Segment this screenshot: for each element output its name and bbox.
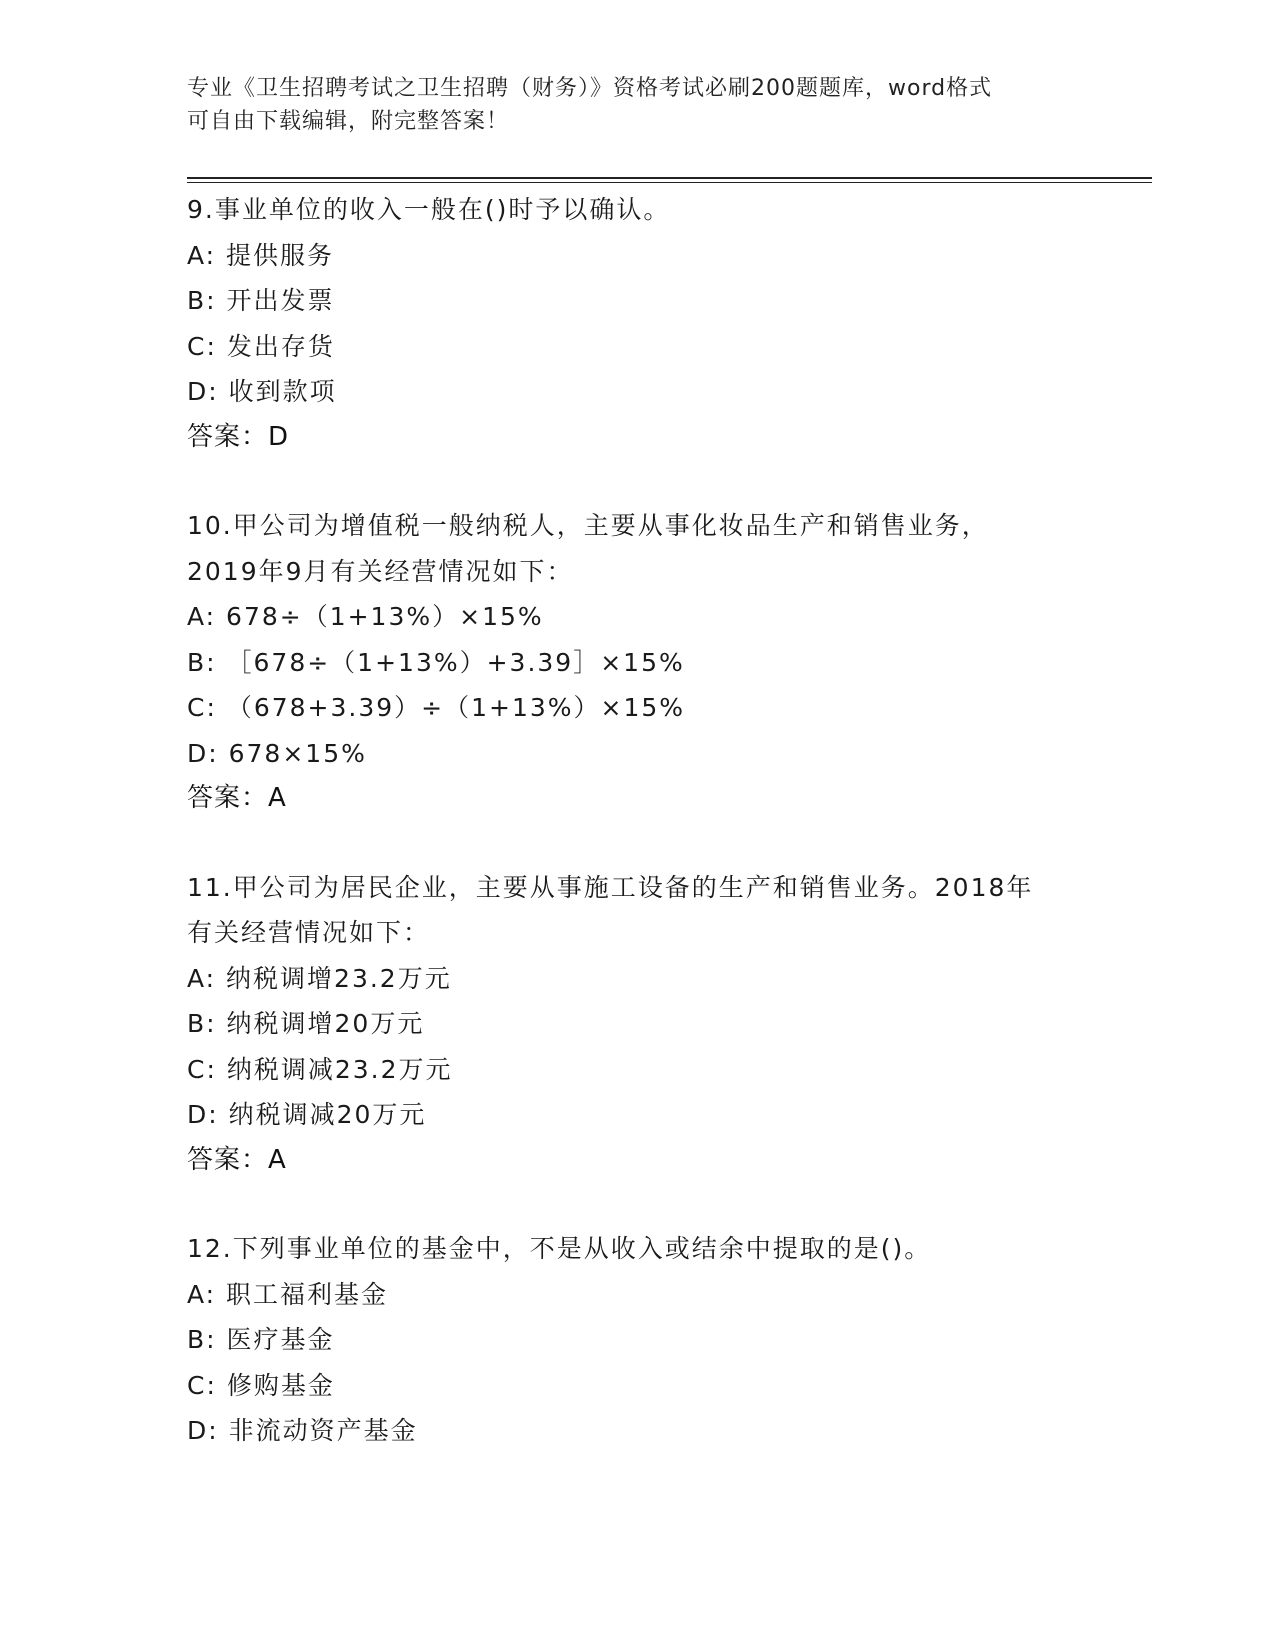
answer-label: 答案：A <box>187 783 287 813</box>
option-b: B: 医疗基金 <box>187 1325 335 1354</box>
question-12 <box>187 1226 1127 1454</box>
answer-label: 答案：D <box>187 421 290 452</box>
question-11 <box>187 865 1127 1184</box>
header-divider-thin <box>187 182 1152 183</box>
option-c: C: 纳税调减23.2万元 <box>187 1054 453 1084</box>
option-d: D: 非流动资产基金 <box>187 1416 418 1445</box>
option-d: D: 678×15% <box>187 738 367 768</box>
question-stem: 11.甲公司为居民企业，主要从事施工设备的生产和销售业务。2018年 <box>187 872 1034 902</box>
option-a: A: 纳税调增23.2万元 <box>187 963 452 993</box>
question-list <box>187 187 1127 1497</box>
option-c: C: （678+3.39）÷（1+13%）×15% <box>187 693 686 722</box>
option-d: D: 纳税调减20万元 <box>187 1100 427 1129</box>
option-a: A: 678÷（1+13%）×15% <box>187 602 544 631</box>
question-stem: 12.下列事业单位的基金中，不是从收入或结余中提取的是()。 <box>187 1234 932 1263</box>
question-10 <box>187 503 1127 822</box>
question-stem: 10.甲公司为增值税一般纳税人，主要从事化妆品生产和销售业务， <box>187 511 989 540</box>
question-9 <box>187 187 1127 460</box>
option-d: D: 收到款项 <box>187 377 337 406</box>
question-stem-continued: 有关经营情况如下： <box>187 918 431 947</box>
header-line-1: 专业《卫生招聘考试之卫生招聘（财务）》资格考试必刷200题题库，word格式 <box>187 76 993 101</box>
option-c: C: 发出存货 <box>187 331 335 361</box>
header-divider-thick <box>187 177 1152 179</box>
option-b: B: 纳税调增20万元 <box>187 1009 425 1038</box>
question-stem-continued: 2019年9月有关经营情况如下： <box>187 556 574 586</box>
header-line-2: 可自由下载编辑，附完整答案！ <box>187 109 510 134</box>
option-c: C: 修购基金 <box>187 1370 335 1400</box>
option-a: A: 提供服务 <box>187 240 335 270</box>
option-a: A: 职工福利基金 <box>187 1279 389 1309</box>
question-stem: 9.事业单位的收入一般在()时予以确认。 <box>187 195 671 224</box>
option-b: B: 开出发票 <box>187 286 335 315</box>
document-header <box>187 72 1067 138</box>
option-b: B: ［678÷（1+13%）+3.39］×15% <box>187 647 685 677</box>
answer-label: 答案：A <box>187 1144 287 1175</box>
